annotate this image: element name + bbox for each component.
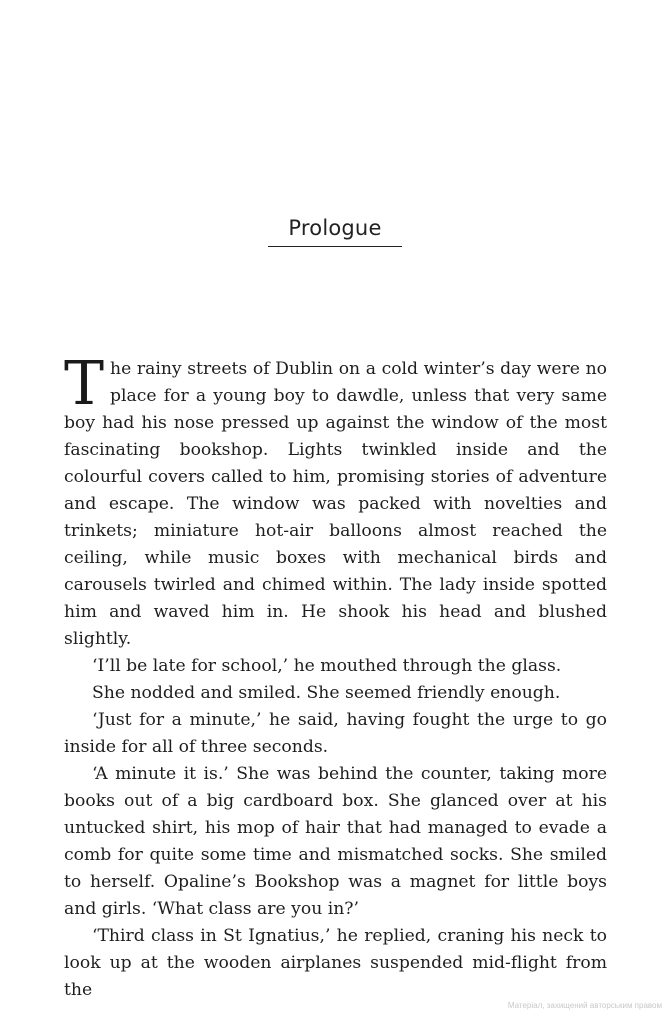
paragraph-2: ‘I’ll be late for school,’ he mouthed through the glass. <box>92 656 562 676</box>
chapter-heading <box>0 216 670 247</box>
paragraph-5: ‘A minute it is.’ She was behind the counter, taking more books out of a big cardboard box. She glanced over at his untucked shirt, his mop of hair that had managed to evade a comb for quite some time and mismatched socks. She smiled to herself. Opaline’s Bookshop was a magnet for little boys and girls. ‘What class are you in?’ <box>64 764 607 919</box>
chapter-title: Prologue <box>268 216 401 247</box>
paragraph-1-text: he rainy streets of Dublin on a cold winter’s day were no place for a young boy to dawdle, unless that very same boy had his nose pressed up against the window of the most fascinating bookshop. Lights twinkled inside and the colourful covers called to him, promising stories of adventure and escape. The window was packed with novelties and trinkets; miniature hot-air balloons almost reached the ceiling, while music boxes with mechanical birds and carousels twirled and chimed within. The lady inside spotted him and waved him in. He shook his head and blushed slightly. <box>64 359 607 649</box>
paragraph-6: ‘Third class in St Ignatius,’ he replied, craning his neck to look up at the wooden airplanes suspended mid-flight from the <box>64 926 607 1000</box>
paragraph-3: She nodded and smiled. She seemed friendly enough. <box>92 683 561 703</box>
drop-cap: T <box>64 349 105 419</box>
paragraph-4: ‘Just for a minute,’ he said, having fought the urge to go inside for all of three seconds. <box>64 710 607 757</box>
copyright-watermark: Матеріал, захищений авторським правом <box>507 1001 662 1010</box>
body-text <box>64 349 607 1004</box>
paragraph-1 <box>64 349 607 653</box>
